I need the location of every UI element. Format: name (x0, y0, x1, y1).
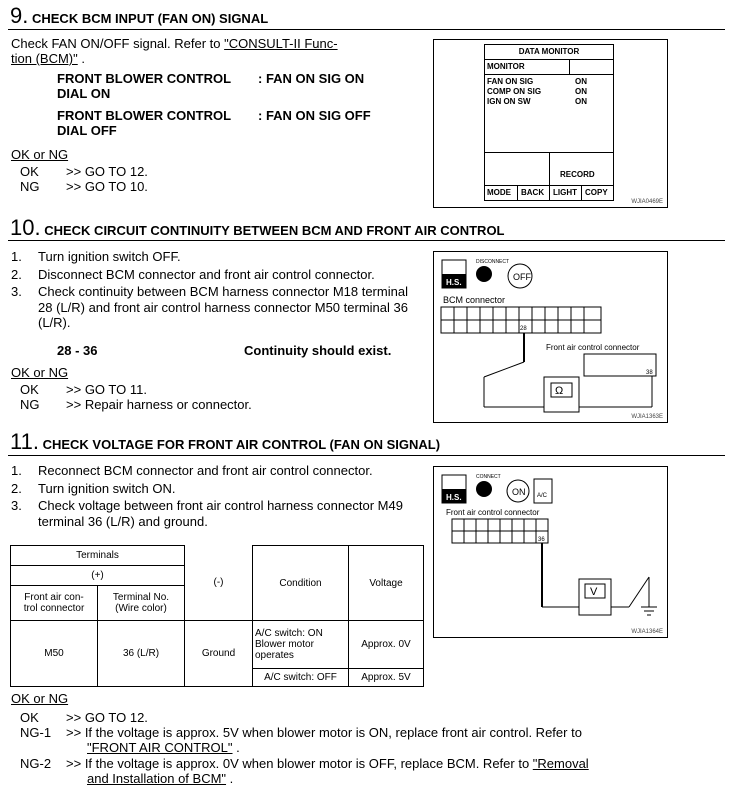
procedure-item: 1. Turn ignition switch OFF. (11, 249, 181, 264)
ground-cell: Ground (185, 621, 253, 687)
ac-label: A/C (537, 493, 548, 499)
procedure-item: 2. Turn ignition switch ON. (11, 480, 176, 496)
condition-cell: A/C switch: OFF (253, 669, 349, 687)
figure-id: WJIA1364E (631, 629, 663, 635)
procedure-item-cont: (L/R). (38, 315, 71, 330)
plus-header: (+) (11, 566, 185, 586)
voltage-figure (433, 466, 668, 638)
step9-instruction (11, 36, 338, 66)
bcm-connector-label: BCM connector (443, 295, 506, 305)
condition-cell: A/C switch: ON Blower motor operates (253, 621, 349, 669)
terminals-header: Terminals (11, 546, 185, 566)
connector-col-header: Front air con- trol connector (11, 586, 98, 621)
instruction-end: . (77, 51, 85, 66)
voltage-header: Voltage (349, 546, 424, 621)
connect-label: CONNECT (476, 474, 501, 480)
spec-item: FRONT BLOWER CONTROL (57, 108, 232, 123)
data-monitor-figure (433, 39, 668, 208)
figure-id: WJIA1363E (631, 414, 663, 420)
procedure-item: 2. Disconnect BCM connector and front air control connector. (11, 266, 375, 282)
divider (8, 29, 725, 30)
figure-id: WJIA0469E (631, 199, 663, 205)
minus-header: (-) (185, 546, 253, 621)
step11-title: CHECK VOLTAGE FOR FRONT AIR CONTROL (FAN ON SIGNAL) (42, 437, 441, 452)
continuity-result: Continuity should exist. (244, 343, 392, 358)
disconnect-label: DISCONNECT (476, 259, 510, 265)
monitor-item: COMP ON SIG ON (487, 87, 587, 96)
spec-item: FRONT BLOWER CONTROL (57, 71, 232, 86)
step11-results: OK >> GO TO 12. NG-1 >> If the voltage is approx. 5V when blower motor is ON, replace front air control. Refer to "FRONT AIR CONTROL" . NG-2 >> If the voltage is approx. 0V when blower motor is OFF, replace BCM. Refer to "Removal and Installation of BCM" . (20, 710, 660, 786)
consult-link[interactable]: "CONSULT-II Func- (224, 36, 338, 51)
step9-number: 9. (10, 3, 29, 28)
procedure-item: 3. Check voltage between front air control harness connector M49 (11, 498, 403, 513)
copy-button[interactable]: COPY (585, 188, 608, 197)
result-row: NG-1 >> If the voltage is approx. 5V when blower motor is ON, replace front air control. Refer to (20, 725, 582, 740)
procedure-item: 3. Check continuity between BCM harness connector M18 terminal (11, 284, 408, 299)
connector-cell: M50 (11, 621, 98, 687)
monitor-label-row: MONITOR (485, 60, 613, 75)
spec-item-cont: DIAL OFF (57, 123, 117, 138)
monitor-screen (484, 44, 614, 201)
voltage-cell: Approx. 5V (349, 669, 424, 687)
back-button[interactable]: BACK (521, 188, 545, 197)
monitor-items (485, 75, 613, 141)
light-button[interactable]: LIGHT (553, 188, 577, 197)
hs-label: H.S. (446, 493, 462, 502)
result-row: NG-2 >> If the voltage is approx. 0V when blower motor is OFF, replace BCM. Refer to "Removal (20, 756, 589, 771)
step9-spec-row-1 (57, 71, 427, 101)
result-row: NG >> Repair harness or connector. (20, 397, 252, 412)
divider (8, 455, 725, 456)
result-row: OK >> GO TO 12. (20, 710, 148, 725)
step9-spec-row-2 (57, 108, 427, 138)
connector-icon (476, 266, 492, 282)
fac-pin-label: 38 (646, 370, 653, 376)
volt-symbol: V (590, 586, 598, 598)
voltage-diagram (434, 467, 667, 637)
continuity-terminals: 28 - 36 (57, 343, 98, 358)
step9-results (20, 164, 148, 194)
step9-title: CHECK BCM INPUT (FAN ON) SIGNAL (31, 11, 269, 26)
step10-heading (10, 215, 505, 241)
step10-procedure (11, 249, 431, 331)
procedure-item-cont: terminal 36 (L/R) and ground. (38, 513, 208, 529)
step11-number: 11. (10, 429, 39, 454)
connector-icon (476, 481, 492, 497)
step11-heading (10, 429, 440, 455)
divider (8, 240, 725, 241)
step10-number: 10. (10, 215, 41, 240)
result-row: NG >> GO TO 10. (20, 179, 148, 194)
ok-or-ng-label: OK or NG (11, 365, 69, 380)
result-row: OK >> GO TO 11. (20, 382, 147, 397)
ohm-symbol: Ω (555, 385, 564, 397)
removal-installation-link-cont[interactable]: and Installation of BCM" (87, 771, 227, 786)
terminal-cell: 36 (L/R) (98, 621, 185, 687)
voltage-cell: Approx. 0V (349, 621, 424, 669)
monitor-item: IGN ON SW ON (487, 97, 587, 106)
mode-button[interactable]: MODE (487, 188, 511, 197)
monitor-item: FAN ON SIG ON (487, 77, 587, 86)
condition-header: Condition (253, 546, 349, 621)
hs-label: H.S. (446, 278, 462, 287)
ok-or-ng-label: OK or NG (11, 691, 69, 706)
step9-heading (10, 3, 268, 29)
front-air-control-link[interactable]: "FRONT AIR CONTROL" (87, 740, 233, 755)
consult-link-cont[interactable]: tion (BCM)" (11, 51, 78, 66)
ignition-off-icon: OFF (513, 272, 531, 282)
terminal-voltage-table (10, 545, 424, 687)
ignition-on-icon: ON (512, 487, 526, 497)
terminal-col-header: Terminal No. (Wire color) (98, 586, 185, 621)
record-button[interactable]: RECORD (560, 170, 595, 179)
spec-value: : FAN ON SIG ON (258, 71, 365, 86)
spec-item-cont: DIAL ON (57, 86, 111, 101)
continuity-diagram (434, 252, 667, 422)
continuity-figure (433, 251, 668, 423)
fac-connector-label: Front air control connector (546, 343, 640, 352)
procedure-item-cont: 28 (L/R) and front air control harness connector M50 terminal 36 (38, 299, 408, 315)
monitor-header: DATA MONITOR (485, 45, 613, 60)
instruction-text: Check FAN ON/OFF signal. Refer to (11, 36, 225, 51)
result-row: OK >> GO TO 12. (20, 164, 148, 179)
bcm-pin-label: 28 (520, 326, 527, 332)
removal-installation-link[interactable]: "Removal (532, 756, 589, 771)
spec-value: : FAN ON SIG OFF (258, 108, 371, 123)
procedure-item: 1. Reconnect BCM connector and front air control connector. (11, 463, 373, 478)
fac-pin-label: 36 (538, 537, 545, 543)
step11-procedure (11, 463, 431, 529)
step10-results (20, 382, 252, 412)
step10-title: CHECK CIRCUIT CONTINUITY BETWEEN BCM AND FRONT AIR CONTROL (44, 223, 505, 238)
ok-or-ng-label: OK or NG (11, 147, 69, 162)
fac-connector-label: Front air control connector (446, 508, 540, 517)
ac-switch-icon (534, 479, 552, 503)
